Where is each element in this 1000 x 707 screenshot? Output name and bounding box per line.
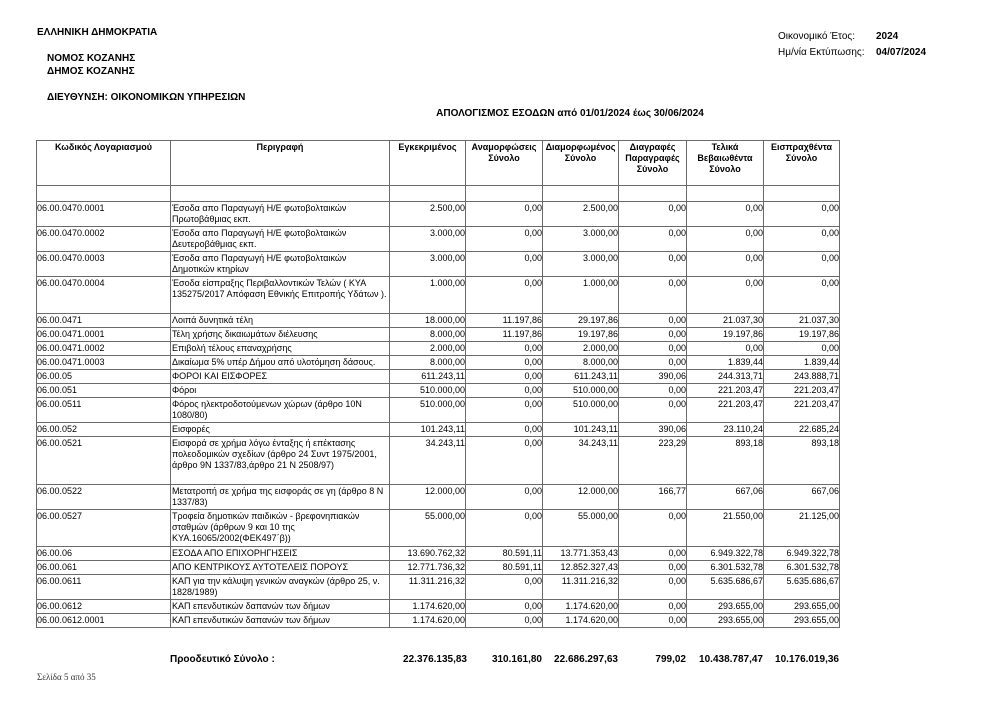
cell-description: Τέλη χρήσης δικαιωμάτων διέλευσης bbox=[171, 328, 390, 342]
cell-approved: 510.000,00 bbox=[390, 384, 466, 398]
cell-collected: 5.635.686,67 bbox=[764, 575, 840, 600]
cell-formed: 55.000,00 bbox=[543, 510, 619, 547]
cell-account-code: 06.00.051 bbox=[37, 384, 171, 398]
table-row bbox=[37, 561, 840, 575]
cell-amendments: 0,00 bbox=[466, 485, 543, 510]
cell-account-code: 06.00.0471.0001 bbox=[37, 328, 171, 342]
cell-account-code: 06.00.0471.0003 bbox=[37, 356, 171, 370]
cell-writeoffs: 0,00 bbox=[619, 510, 687, 547]
table-row bbox=[37, 485, 840, 510]
cell-description: Έσοδα απο Παραγωγή Η/Ε φωτοβολταικών Πρωτοβάθμιας εκπ. bbox=[171, 202, 390, 227]
total-amendments: 310.161,80 bbox=[491, 654, 542, 665]
cell-approved: 12.000,00 bbox=[390, 485, 466, 510]
cell-description: Έσοδα απο Παραγωγή Η/Ε φωτοβολταικών Δευτεροβάθμιας εκπ. bbox=[171, 227, 390, 252]
cell-approved: 2.500,00 bbox=[390, 202, 466, 227]
cell-collected: 0,00 bbox=[764, 342, 840, 356]
cell-account-code: 06.00.0511 bbox=[37, 398, 171, 423]
table-row bbox=[37, 384, 840, 398]
cell-approved: 101.243,11 bbox=[390, 423, 466, 437]
cell-writeoffs: 0,00 bbox=[619, 356, 687, 370]
cell-writeoffs: 390,06 bbox=[619, 370, 687, 384]
cell-amendments: 0,00 bbox=[466, 575, 543, 600]
cell-amendments: 0,00 bbox=[466, 600, 543, 614]
cell-description: Έσοδα απο Παραγωγή Η/Ε φωτοβολταικών Δημοτικών κτηρίων bbox=[171, 252, 390, 277]
cell-account-code: 06.00.0527 bbox=[37, 510, 171, 547]
cell-account-code: 06.00.0611 bbox=[37, 575, 171, 600]
table-row bbox=[37, 575, 840, 600]
cell-certified: 0,00 bbox=[687, 202, 764, 227]
cell-approved: 3.000,00 bbox=[390, 252, 466, 277]
cell-amendments: 0,00 bbox=[466, 614, 543, 628]
cell-account-code: 06.00.0470.0001 bbox=[37, 202, 171, 227]
cell-account-code: 06.00.0522 bbox=[37, 485, 171, 510]
cell-description: Επιβολή τέλους επαναχρήσης bbox=[171, 342, 390, 356]
cell-writeoffs: 0,00 bbox=[619, 575, 687, 600]
cell-certified: 667,06 bbox=[687, 485, 764, 510]
col-header-formed: Διαμορφωμένος Σύνολο bbox=[543, 141, 619, 186]
cell-formed: 12.852.327,43 bbox=[543, 561, 619, 575]
print-date-value: 04/07/2024 bbox=[876, 47, 927, 58]
cell-formed: 19.197,86 bbox=[543, 328, 619, 342]
cell-formed: 11.311.216,32 bbox=[543, 575, 619, 600]
cell-description: Εισφορές bbox=[171, 423, 390, 437]
cell-formed: 1.174.620,00 bbox=[543, 614, 619, 628]
cell-writeoffs: 0,00 bbox=[619, 398, 687, 423]
cell-approved: 18.000,00 bbox=[390, 314, 466, 328]
cell-account-code: 06.00.0521 bbox=[37, 437, 171, 485]
cell-certified: 244.313,71 bbox=[687, 370, 764, 384]
page-number: Σελίδα 5 από 35 bbox=[37, 672, 96, 682]
cell-collected: 221.203,47 bbox=[764, 384, 840, 398]
table-row bbox=[37, 600, 840, 614]
print-date bbox=[778, 47, 926, 58]
cell-description: Έσοδα είσπραξης Περιβαλλοντικών Τελών ( ΚΥΑ 135275/2017 Απόφαση Εθνικής Επιτροπής Υδάτων ). bbox=[171, 277, 390, 314]
cell-account-code: 06.00.0470.0002 bbox=[37, 227, 171, 252]
table-row bbox=[37, 227, 840, 252]
cell-amendments: 0,00 bbox=[466, 437, 543, 485]
cell-writeoffs: 0,00 bbox=[619, 314, 687, 328]
cell-amendments: 80.591,11 bbox=[466, 561, 543, 575]
cell-formed: 12.000,00 bbox=[543, 485, 619, 510]
cell-approved: 8.000,00 bbox=[390, 328, 466, 342]
table-row-empty bbox=[37, 186, 840, 202]
cell-approved: 11.311.216,32 bbox=[390, 575, 466, 600]
cell-amendments: 0,00 bbox=[466, 398, 543, 423]
total-approved: 22.376.135,83 bbox=[403, 654, 467, 665]
cell-amendments: 0,00 bbox=[466, 202, 543, 227]
prefecture-heading: ΝΟΜΟΣ ΚΟΖΑΝΗΣ bbox=[47, 53, 136, 64]
fiscal-year bbox=[778, 31, 898, 42]
cell-collected: 0,00 bbox=[764, 227, 840, 252]
cell-writeoffs: 223,29 bbox=[619, 437, 687, 485]
cell-certified: 0,00 bbox=[687, 227, 764, 252]
cell-collected: 293.655,00 bbox=[764, 600, 840, 614]
cell-description: Φόρος ηλεκτροδοτούμενων χώρων (άρθρο 10Ν 1080/80) bbox=[171, 398, 390, 423]
cell-formed: 510.000,00 bbox=[543, 384, 619, 398]
cell-approved: 1.174.620,00 bbox=[390, 614, 466, 628]
cell-certified: 221.203,47 bbox=[687, 384, 764, 398]
cell-account-code: 06.00.0612 bbox=[37, 600, 171, 614]
cell-collected: 0,00 bbox=[764, 277, 840, 314]
cell-description: ΚΑΠ επενδυτικών δαπανών των δήμων bbox=[171, 614, 390, 628]
table-row bbox=[37, 437, 840, 485]
cell-amendments: 0,00 bbox=[466, 510, 543, 547]
cell-description: ΦΟΡΟΙ ΚΑΙ ΕΙΣΦΟΡΕΣ bbox=[171, 370, 390, 384]
table-row bbox=[37, 423, 840, 437]
cell-certified: 893,18 bbox=[687, 437, 764, 485]
total-formed: 22.686.297,63 bbox=[554, 654, 618, 665]
cell-amendments: 0,00 bbox=[466, 342, 543, 356]
cell-account-code: 06.00.0471.0002 bbox=[37, 342, 171, 356]
cell-amendments: 0,00 bbox=[466, 227, 543, 252]
cell-certified: 5.635.686,67 bbox=[687, 575, 764, 600]
col-header-amendments: Αναμορφώσεις Σύνολο bbox=[466, 141, 543, 186]
cell-writeoffs: 0,00 bbox=[619, 328, 687, 342]
cell-description: Φόροι bbox=[171, 384, 390, 398]
revenue-table bbox=[36, 140, 840, 628]
cell-writeoffs: 0,00 bbox=[619, 547, 687, 561]
cell-certified: 21.037,30 bbox=[687, 314, 764, 328]
cell-amendments: 0,00 bbox=[466, 277, 543, 314]
cell-collected: 0,00 bbox=[764, 252, 840, 277]
cell-writeoffs: 0,00 bbox=[619, 277, 687, 314]
col-header-code: Κωδικός Λογαριασμού bbox=[37, 141, 171, 186]
cell-description: Λοιπά δυνητικά τέλη bbox=[171, 314, 390, 328]
cell-formed: 13.771.353,43 bbox=[543, 547, 619, 561]
cell-description: Μετατροπή σε χρήμα της εισφοράς σε γη (άρθρο 8 Ν 1337/83) bbox=[171, 485, 390, 510]
cell-amendments: 11.197,86 bbox=[466, 328, 543, 342]
cell-amendments: 0,00 bbox=[466, 384, 543, 398]
cell-formed: 1.174.620,00 bbox=[543, 600, 619, 614]
table-header-row bbox=[37, 141, 840, 186]
cell-account-code: 06.00.0470.0003 bbox=[37, 252, 171, 277]
cell-amendments: 80.591,11 bbox=[466, 547, 543, 561]
table-row bbox=[37, 356, 840, 370]
cell-certified: 6.301.532,78 bbox=[687, 561, 764, 575]
fiscal-year-value: 2024 bbox=[876, 31, 899, 42]
table-row bbox=[37, 547, 840, 561]
cell-formed: 3.000,00 bbox=[543, 252, 619, 277]
table-row bbox=[37, 370, 840, 384]
cell-approved: 3.000,00 bbox=[390, 227, 466, 252]
cell-collected: 6.301.532,78 bbox=[764, 561, 840, 575]
cell-approved: 55.000,00 bbox=[390, 510, 466, 547]
cell-approved: 34.243,11 bbox=[390, 437, 466, 485]
cell-approved: 510.000,00 bbox=[390, 398, 466, 423]
cell-formed: 101.243,11 bbox=[543, 423, 619, 437]
cell-approved: 13.690.762,32 bbox=[390, 547, 466, 561]
municipality-heading: ΔΗΜΟΣ ΚΟΖΑΝΗΣ bbox=[47, 66, 135, 77]
cell-account-code: 06.00.0470.0004 bbox=[37, 277, 171, 314]
cell-collected: 893,18 bbox=[764, 437, 840, 485]
cell-account-code: 06.00.061 bbox=[37, 561, 171, 575]
col-header-certified: Τελικά Βεβαιωθέντα Σύνολο bbox=[687, 141, 764, 186]
table-row bbox=[37, 614, 840, 628]
cell-collected: 667,06 bbox=[764, 485, 840, 510]
report-title: ΑΠΟΛΟΓΙΣΜΟΣ ΕΣΟΔΩΝ από 01/01/2024 έως 30/06/2024 bbox=[436, 108, 704, 119]
cell-description: ΚΑΠ για την κάλυψη γενικών αναγκών (άρθρο 25, ν. 1828/1989) bbox=[171, 575, 390, 600]
cell-amendments: 0,00 bbox=[466, 423, 543, 437]
cell-account-code: 06.00.06 bbox=[37, 547, 171, 561]
cell-approved: 1.174.620,00 bbox=[390, 600, 466, 614]
cell-description: Τροφεία δημοτικών παιδικών - βρεφονηπιακών σταθμών (άρθρων 9 και 10 της ΚΥΑ.16065/2002(ΦΕΚ497΄β)) bbox=[171, 510, 390, 547]
total-label: Προοδευτικό Σύνολο : bbox=[170, 654, 275, 665]
cell-collected: 0,00 bbox=[764, 202, 840, 227]
cell-collected: 22.685,24 bbox=[764, 423, 840, 437]
cell-collected: 6.949.322,78 bbox=[764, 547, 840, 561]
cell-certified: 23.110,24 bbox=[687, 423, 764, 437]
cell-certified: 293.655,00 bbox=[687, 600, 764, 614]
cell-collected: 293.655,00 bbox=[764, 614, 840, 628]
fiscal-year-label: Οικονομικό Έτος: bbox=[778, 31, 856, 42]
cell-collected: 21.037,30 bbox=[764, 314, 840, 328]
cell-collected: 221.203,47 bbox=[764, 398, 840, 423]
cell-account-code: 06.00.0612.0001 bbox=[37, 614, 171, 628]
cell-collected: 21.125,00 bbox=[764, 510, 840, 547]
cell-approved: 12.771.736,32 bbox=[390, 561, 466, 575]
cell-certified: 221.203,47 bbox=[687, 398, 764, 423]
cell-certified: 6.949.322,78 bbox=[687, 547, 764, 561]
table-row bbox=[37, 202, 840, 227]
cell-account-code: 06.00.0471 bbox=[37, 314, 171, 328]
table-row bbox=[37, 252, 840, 277]
cell-formed: 3.000,00 bbox=[543, 227, 619, 252]
table-row bbox=[37, 510, 840, 547]
cell-formed: 8.000,00 bbox=[543, 356, 619, 370]
cell-formed: 29.197,86 bbox=[543, 314, 619, 328]
country-heading: ΕΛΛΗΝΙΚΗ ΔΗΜΟΚΡΑΤΙΑ bbox=[37, 27, 158, 38]
cell-account-code: 06.00.052 bbox=[37, 423, 171, 437]
cell-certified: 0,00 bbox=[687, 342, 764, 356]
cell-writeoffs: 0,00 bbox=[619, 227, 687, 252]
table-row bbox=[37, 328, 840, 342]
total-certified: 10.438.787,47 bbox=[699, 654, 763, 665]
cell-writeoffs: 0,00 bbox=[619, 202, 687, 227]
cell-approved: 2.000,00 bbox=[390, 342, 466, 356]
cell-certified: 0,00 bbox=[687, 252, 764, 277]
cell-certified: 293.655,00 bbox=[687, 614, 764, 628]
cell-description: ΚΑΠ επενδυτικών δαπανών των δήμων bbox=[171, 600, 390, 614]
cell-amendments: 11.197,86 bbox=[466, 314, 543, 328]
cell-formed: 510.000,00 bbox=[543, 398, 619, 423]
cell-collected: 1.839,44 bbox=[764, 356, 840, 370]
cell-formed: 611.243,11 bbox=[543, 370, 619, 384]
col-header-description: Περιγραφή bbox=[171, 141, 390, 186]
cell-formed: 2.000,00 bbox=[543, 342, 619, 356]
cell-certified: 1.839,44 bbox=[687, 356, 764, 370]
total-collected: 10.176.019,36 bbox=[775, 654, 839, 665]
total-writeoffs: 799,02 bbox=[655, 654, 686, 665]
cell-writeoffs: 166,77 bbox=[619, 485, 687, 510]
cell-amendments: 0,00 bbox=[466, 356, 543, 370]
cell-writeoffs: 0,00 bbox=[619, 614, 687, 628]
table-row bbox=[37, 398, 840, 423]
cell-approved: 1.000,00 bbox=[390, 277, 466, 314]
cell-certified: 21.550,00 bbox=[687, 510, 764, 547]
col-header-approved: Εγκεκριμένος bbox=[390, 141, 466, 186]
cell-formed: 34.243,11 bbox=[543, 437, 619, 485]
cell-certified: 19.197,86 bbox=[687, 328, 764, 342]
cell-writeoffs: 0,00 bbox=[619, 561, 687, 575]
cell-approved: 611.243,11 bbox=[390, 370, 466, 384]
table-row bbox=[37, 342, 840, 356]
cell-writeoffs: 0,00 bbox=[619, 252, 687, 277]
table-row bbox=[37, 314, 840, 328]
cell-description: Δικαίωμα 5% υπέρ Δήμου από υλοτόμηση δάσους. bbox=[171, 356, 390, 370]
print-date-label: Ημ/νία Εκτύπωσης: bbox=[778, 47, 865, 58]
cell-description: ΑΠΟ ΚΕΝΤΡΙΚΟΥΣ ΑΥΤΟΤΕΛΕΙΣ ΠΟΡΟΥΣ bbox=[171, 561, 390, 575]
department-heading: ΔΙΕΥΘΥΝΣΗ: ΟΙΚΟΝΟΜΙΚΩΝ ΥΠΗΡΕΣΙΩΝ bbox=[47, 92, 246, 103]
cell-approved: 8.000,00 bbox=[390, 356, 466, 370]
cell-writeoffs: 390,06 bbox=[619, 423, 687, 437]
col-header-collected: Εισπραχθέντα Σύνολο bbox=[764, 141, 840, 186]
cell-writeoffs: 0,00 bbox=[619, 384, 687, 398]
cell-formed: 2.500,00 bbox=[543, 202, 619, 227]
cell-collected: 243.888,71 bbox=[764, 370, 840, 384]
cell-account-code: 06.00.05 bbox=[37, 370, 171, 384]
cell-amendments: 0,00 bbox=[466, 252, 543, 277]
cell-collected: 19.197,86 bbox=[764, 328, 840, 342]
cell-formed: 1.000,00 bbox=[543, 277, 619, 314]
cell-description: Εισφορά σε χρήμα λόγω ένταξης ή επέκτασης πολεοδομικών σχεδίων (άρθρο 24 Συντ 1975/2001, άρθρο 9Ν 1337/83,άρθρο 21 Ν 2508/97) bbox=[171, 437, 390, 485]
cell-description: ΕΣΟΔΑ ΑΠΟ ΕΠΙΧΟΡΗΓΗΣΕΙΣ bbox=[171, 547, 390, 561]
table-row bbox=[37, 277, 840, 314]
cell-amendments: 0,00 bbox=[466, 370, 543, 384]
cell-writeoffs: 0,00 bbox=[619, 600, 687, 614]
cell-writeoffs: 0,00 bbox=[619, 342, 687, 356]
col-header-writeoffs: Διαγραφές Παραγραφές Σύνολο bbox=[619, 141, 687, 186]
cell-certified: 0,00 bbox=[687, 277, 764, 314]
